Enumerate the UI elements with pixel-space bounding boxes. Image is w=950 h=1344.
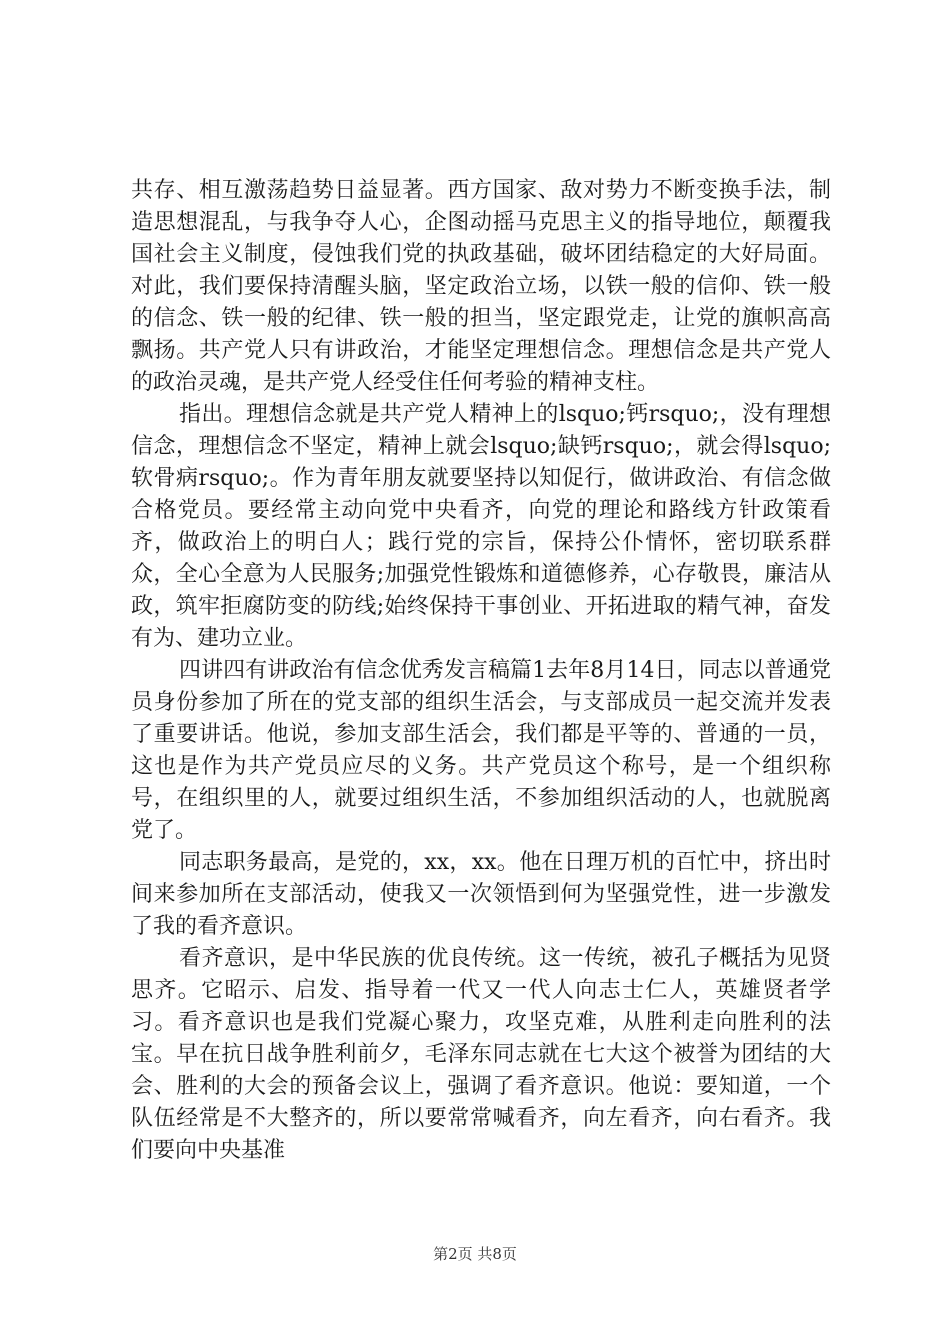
paragraph-3: 四讲四有讲政治有信念优秀发言稿篇1去年8月14日，同志以普通党员身份参加了所在的党支部的组织生活会，与支部成员一起交流并发表了重要讲话。他说，参加支部生活会，我们都是平等的、普通的一员，这也是作为共产党员应尽的义务。共产党员这个称号，是一个组织称号，在组织里的人，就要过组织生活，不参加组织活动的人，也就脱离党了。	[131, 658, 831, 843]
paragraph-4: 同志职务最高，是党的，xx，xx。他在日理万机的百忙中，挤出时间来参加所在支部活动，使我又一次领悟到何为坚强党性，进一步激发了我的看齐意识。	[131, 850, 831, 939]
page-footer: 第2页 共8页	[433, 1245, 517, 1263]
paragraph-2: 指出。理想信念就是共产党人精神上的lsquo;钙rsquo;，没有理想信念，理想信念不坚定，精神上就会lsquo;缺钙rsquo;，就会得lsquo;软骨病rsquo;。作为青年朋友就要坚持以知促行，做讲政治、有信念做合格党员。要经常主动向党中央看齐，向党的理论和路线方针政策看齐，做政治上的明白人；践行党的宗旨，保持公仆情怀，密切联系群众，全心全意为人民服务;加强党性锻炼和道德修养，心存敬畏，廉洁从政，筑牢拒腐防变的防线;始终保持干事创业、开拓进取的精气神，奋发有为、建功立业。	[131, 402, 831, 651]
paragraph-1: 共存、相互激荡趋势日益显著。西方国家、敌对势力不断变换手法，制造思想混乱，与我争夺人心，企图动摇马克思主义的指导地位，颠覆我国社会主义制度，侵蚀我们党的执政基础，破坏团结稳定的大好局面。对此，我们要保持清醒头脑，坚定政治立场，以铁一般的信仰、铁一般的信念、铁一般的纪律、铁一般的担当，坚定跟党走，让党的旗帜高高飘扬。共产党人只有讲政治，才能坚定理想信念。理想信念是共产党人的政治灵魂，是共产党人经受住任何考验的精神支柱。	[131, 178, 831, 395]
paragraph-5: 看齐意识，是中华民族的优良传统。这一传统，被孔子概括为见贤思齐。它昭示、启发、指导着一代又一代人向志士仁人，英雄贤者学习。看齐意识也是我们党凝心聚力，攻坚克难，从胜利走向胜利的法宝。早在抗日战争胜利前夕，毛泽东同志就在七大这个被誉为团结的大会、胜利的大会的预备会议上，强调了看齐意识。他说：要知道，一个队伍经常是不大整齐的，所以要常常喊看齐，向左看齐，向右看齐。我们要向中央基准	[131, 946, 831, 1163]
document-body	[131, 175, 831, 1167]
